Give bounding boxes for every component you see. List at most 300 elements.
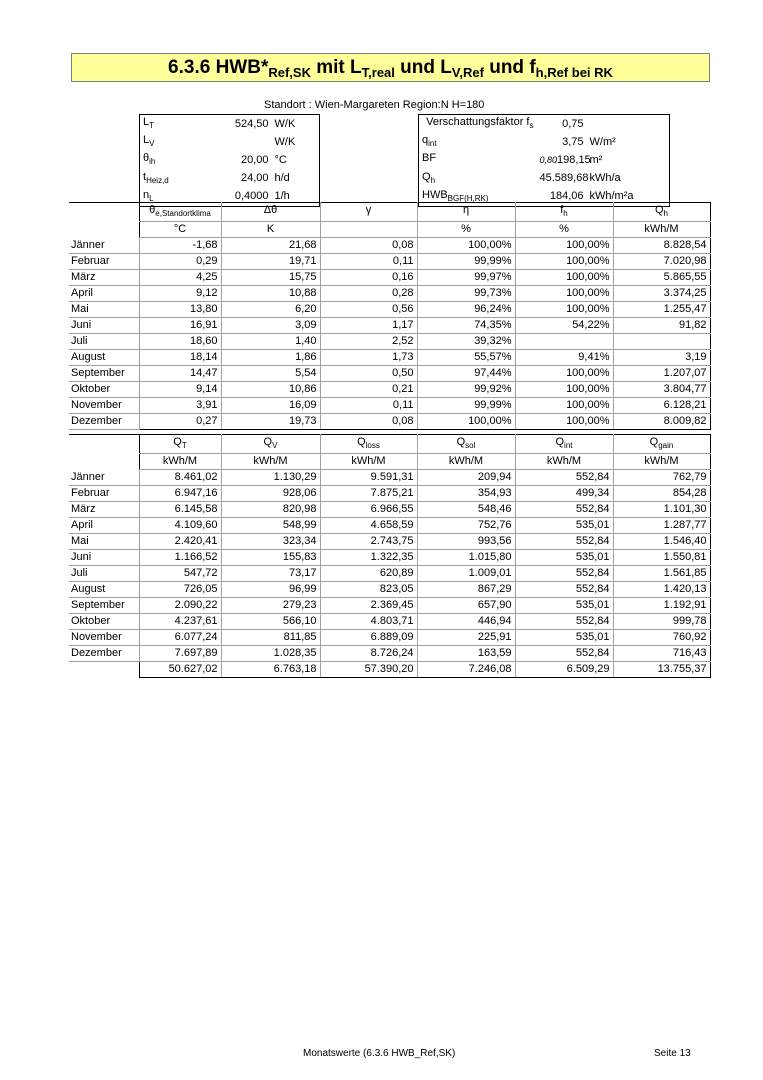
table-row (69, 366, 710, 382)
column-header (613, 435, 710, 454)
symbol: θ (143, 152, 150, 165)
table-row (69, 614, 710, 630)
symbol-subscript: ih (149, 157, 156, 167)
month-label: Oktober (69, 614, 139, 630)
total-cell: 6.763,18 (221, 662, 320, 678)
param-unit: 1/h (272, 188, 320, 207)
value-cell: 9,41% (515, 350, 613, 366)
value-cell: 14,47 (139, 366, 221, 382)
value-cell: 100,00% (417, 238, 515, 254)
param-row (140, 170, 320, 188)
value-cell: 0,16 (320, 270, 417, 286)
empty-cell (69, 662, 139, 678)
param-unit: m² (587, 151, 670, 169)
table-row (69, 286, 710, 302)
month-label: November (69, 398, 139, 414)
month-label: Jänner (69, 238, 139, 254)
month-label: Mai (69, 302, 139, 318)
month-label: Februar (69, 486, 139, 502)
symbol: Q (654, 204, 664, 216)
value-cell: 547,72 (139, 566, 221, 582)
value-cell: 18,14 (139, 350, 221, 366)
param-value-text: 198,15 (557, 153, 591, 166)
value-cell: 552,84 (515, 614, 613, 630)
value-cell: 0,11 (320, 398, 417, 414)
value-cell: 752,76 (417, 518, 515, 534)
value-cell: 15,75 (221, 270, 320, 286)
value-cell: 0,08 (320, 414, 417, 430)
value-cell: 8.009,82 (613, 414, 710, 430)
param-symbol (140, 170, 212, 188)
value-cell: 823,05 (320, 582, 417, 598)
value-cell: 100,00% (515, 302, 613, 318)
table-row (69, 502, 710, 518)
month-label: Mai (69, 534, 139, 550)
month-label: Juni (69, 550, 139, 566)
param-symbol (419, 115, 537, 134)
value-cell: 999,78 (613, 614, 710, 630)
value-cell: 620,89 (320, 566, 417, 582)
value-cell: 0,56 (320, 302, 417, 318)
value-cell: 1.101,30 (613, 502, 710, 518)
value-cell: 225,91 (417, 630, 515, 646)
value-cell: 100,00% (515, 366, 613, 382)
symbol: Q (649, 436, 659, 448)
table-row (69, 582, 710, 598)
unit-cell: % (515, 222, 613, 238)
value-cell: 99,73% (417, 286, 515, 302)
column-header (417, 435, 515, 454)
page-title: 6.3.6 $HWB*_{Ref,SK}$ mit $L_{T,real}$ und $L_{V,Ref}$ und $f_{h,Ref bei RK}$ (71, 53, 710, 82)
value-cell: 9,14 (139, 382, 221, 398)
value-cell: 811,85 (221, 630, 320, 646)
table-row (69, 334, 710, 350)
param-row (419, 170, 670, 188)
value-cell: 7.020,98 (613, 254, 710, 270)
month-label: April (69, 286, 139, 302)
param-row (419, 133, 670, 151)
param-value (212, 133, 272, 151)
value-cell: 552,84 (515, 566, 613, 582)
symbol: Q (555, 436, 565, 448)
month-label: März (69, 270, 139, 286)
value-cell: 99,99% (417, 398, 515, 414)
value-cell: 100,00% (515, 238, 613, 254)
value-cell: 8.726,24 (320, 646, 417, 662)
value-cell: 535,01 (515, 598, 613, 614)
month-label: Juni (69, 318, 139, 334)
monthly-climate-table (69, 202, 711, 430)
symbol-subscript: gain (658, 441, 674, 451)
value-cell: 5,54 (221, 366, 320, 382)
footer-text: Monatswerte (6.3.6 HWB_Ref,SK) (303, 1048, 456, 1059)
param-unit: W/K (272, 115, 320, 134)
column-header (221, 203, 320, 222)
param-row (140, 133, 320, 151)
unit-cell: kWh/M (613, 222, 710, 238)
value-cell: 6.889,09 (320, 630, 417, 646)
value-cell: 552,84 (515, 470, 613, 486)
month-label: September (69, 598, 139, 614)
symbol-subscript: sol (465, 441, 476, 451)
value-cell: 535,01 (515, 550, 613, 566)
value-cell: 1,17 (320, 318, 417, 334)
table-row (69, 238, 710, 254)
value-cell: 566,10 (221, 614, 320, 630)
symbol: BF (422, 152, 437, 165)
value-cell: 19,71 (221, 254, 320, 270)
month-label: Juli (69, 566, 139, 582)
param-unit: W/K (272, 133, 320, 151)
symbol-subscript: BGF(H,RK) (447, 193, 489, 203)
value-cell: 73,17 (221, 566, 320, 582)
month-label: Dezember (69, 414, 139, 430)
table-row (69, 550, 710, 566)
empty-cell (69, 435, 139, 454)
value-cell: 548,99 (221, 518, 320, 534)
value-cell: 0,11 (320, 254, 417, 270)
value-cell: 9.591,31 (320, 470, 417, 486)
param-value-text: 184,06 (549, 190, 584, 203)
symbol: Q (422, 170, 431, 183)
month-label: Juli (69, 334, 139, 350)
param-unit: W/m² (587, 133, 670, 151)
symbol-subscript: L (149, 193, 154, 203)
value-cell: 0,28 (320, 286, 417, 302)
symbol-subscript: int (428, 139, 437, 149)
value-cell: 1.207,07 (613, 366, 710, 382)
column-header (515, 435, 613, 454)
unit-cell: K (221, 222, 320, 238)
page-number: Seite 13 (654, 1048, 691, 1059)
value-cell: 97,44% (417, 366, 515, 382)
column-header (320, 435, 417, 454)
value-cell: 726,05 (139, 582, 221, 598)
value-cell: 100,00% (515, 270, 613, 286)
value-cell: 100,00% (515, 254, 613, 270)
param-symbol (140, 151, 212, 169)
param-value: 24,00 (240, 172, 269, 185)
value-cell: 1.287,77 (613, 518, 710, 534)
param-value (537, 170, 587, 188)
value-cell: 9,12 (139, 286, 221, 302)
units-row (69, 222, 710, 238)
month-label: Dezember (69, 646, 139, 662)
unit-cell: kWh/M (139, 454, 221, 470)
value-cell: 1.192,91 (613, 598, 710, 614)
value-cell: 323,34 (221, 534, 320, 550)
month-label: August (69, 350, 139, 366)
parameters-right-table (418, 114, 670, 207)
symbol: θ (149, 204, 156, 216)
symbol: HWB (422, 188, 448, 201)
value-cell: 1.322,35 (320, 550, 417, 566)
symbol: Q (263, 436, 273, 448)
value-cell: 4.109,60 (139, 518, 221, 534)
table-row (69, 382, 710, 398)
value-cell: 7.875,21 (320, 486, 417, 502)
symbol-subscript: h (663, 209, 668, 219)
value-cell: 0,27 (139, 414, 221, 430)
value-cell: 3.374,25 (613, 286, 710, 302)
symbol: L (143, 116, 150, 128)
total-cell: 50.627,02 (139, 662, 221, 678)
header-row (69, 435, 710, 454)
value-cell: 0,21 (320, 382, 417, 398)
value-cell: 10,88 (221, 286, 320, 302)
param-row (140, 115, 320, 134)
value-cell: 1.166,52 (139, 550, 221, 566)
value-cell: 19,73 (221, 414, 320, 430)
bf-factor: 0,80 (539, 154, 558, 165)
symbol: Q (173, 436, 182, 448)
symbol-subscript: T (181, 441, 187, 451)
value-cell: 3,09 (221, 318, 320, 334)
empty-cell (69, 222, 139, 238)
table-row (69, 398, 710, 414)
total-cell: 7.246,08 (417, 662, 515, 678)
value-cell: 4.237,61 (139, 614, 221, 630)
value-cell: 820,98 (221, 502, 320, 518)
value-cell: 6.128,21 (613, 398, 710, 414)
symbol-subscript: h (563, 209, 568, 219)
value-cell: 552,84 (515, 502, 613, 518)
param-value-text: 45.589,68 (539, 172, 589, 185)
value-cell: -1,68 (139, 238, 221, 254)
value-cell: 993,56 (417, 534, 515, 550)
value-cell: 1.550,81 (613, 550, 710, 566)
value-cell: 2.090,22 (139, 598, 221, 614)
symbol-subscript: s (529, 121, 534, 131)
value-cell: 3,19 (613, 350, 710, 366)
unit-cell: °C (139, 222, 221, 238)
param-unit: kWh/m²a (587, 188, 670, 207)
value-cell: 100,00% (515, 382, 613, 398)
table-row (69, 414, 710, 430)
value-cell: 13,80 (139, 302, 221, 318)
empty-cell (69, 454, 139, 470)
column-header (320, 203, 417, 222)
value-cell: 10,86 (221, 382, 320, 398)
param-value (537, 133, 587, 151)
value-cell: 1.009,01 (417, 566, 515, 582)
symbol: η (462, 204, 470, 216)
value-cell: 1,86 (221, 350, 320, 366)
month-label: Oktober (69, 382, 139, 398)
symbol-subscript: int (564, 441, 573, 451)
value-cell: 96,99 (221, 582, 320, 598)
symbol: t (143, 170, 147, 183)
value-cell: 163,59 (417, 646, 515, 662)
param-row (419, 151, 670, 169)
value-cell: 209,94 (417, 470, 515, 486)
value-cell: 0,08 (320, 238, 417, 254)
symbol-subscript: e,Standortklima (155, 209, 211, 219)
value-cell: 552,84 (515, 646, 613, 662)
symbol: n (143, 188, 150, 201)
value-cell: 39,32% (417, 334, 515, 350)
value-cell: 1.028,35 (221, 646, 320, 662)
location-label: Standort : Wien-Margareten Region:N H=180 (264, 99, 485, 111)
symbol: γ (365, 204, 372, 216)
total-cell: 6.509,29 (515, 662, 613, 678)
value-cell: 16,09 (221, 398, 320, 414)
unit-cell (320, 222, 417, 238)
symbol: Q (357, 436, 366, 448)
symbol-subscript: T (149, 121, 155, 131)
month-label: März (69, 502, 139, 518)
param-value-text: 0,75 (562, 117, 584, 130)
value-cell: 21,68 (221, 238, 320, 254)
table-row (69, 598, 710, 614)
value-cell: 99,97% (417, 270, 515, 286)
value-cell: 100,00% (515, 414, 613, 430)
table-row (69, 518, 710, 534)
value-cell: 2,52 (320, 334, 417, 350)
value-cell: 2.743,75 (320, 534, 417, 550)
symbol-subscript: h (430, 175, 436, 185)
value-cell: 4,25 (139, 270, 221, 286)
value-cell: 100,00% (515, 286, 613, 302)
value-cell: 91,82 (613, 318, 710, 334)
table-row (69, 630, 710, 646)
value-cell: 7.697,89 (139, 646, 221, 662)
header-row (69, 203, 710, 222)
param-symbol (419, 151, 537, 169)
value-cell: 4.658,59 (320, 518, 417, 534)
value-cell: 54,22% (515, 318, 613, 334)
param-symbol (140, 133, 212, 151)
param-value (537, 115, 587, 134)
param-value (537, 151, 591, 169)
table-row (69, 318, 710, 334)
value-cell: 18,60 (139, 334, 221, 350)
value-cell: 74,35% (417, 318, 515, 334)
value-cell: 3.804,77 (613, 382, 710, 398)
param-symbol (419, 133, 537, 151)
param-value: 524,50 (212, 115, 272, 134)
table-row (69, 302, 710, 318)
param-symbol (419, 170, 537, 188)
symbol: Q (456, 436, 466, 448)
param-row (419, 115, 670, 134)
param-value: 20,00 (240, 153, 269, 166)
value-cell (613, 334, 710, 350)
value-cell: 762,79 (613, 470, 710, 486)
table-row (69, 270, 710, 286)
symbol: L (143, 134, 150, 147)
total-cell: 57.390,20 (320, 662, 417, 678)
value-cell: 5.865,55 (613, 270, 710, 286)
param-unit: kWh/a (587, 170, 670, 188)
symbol-subscript: V (149, 139, 155, 149)
value-cell: 354,93 (417, 486, 515, 502)
value-cell: 3,91 (139, 398, 221, 414)
param-symbol (140, 115, 212, 134)
empty-cell (69, 203, 139, 222)
value-cell: 8.828,54 (613, 238, 710, 254)
symbol-subscript: loss (365, 441, 380, 451)
value-cell: 6,20 (221, 302, 320, 318)
symbol: Verschattungsfaktor f (426, 116, 530, 128)
symbol-subscript: Heiz,d (146, 175, 169, 185)
unit-cell: % (417, 222, 515, 238)
totals-row (69, 662, 710, 678)
parameters-left-table (139, 114, 320, 207)
value-cell: 552,84 (515, 582, 613, 598)
value-cell: 552,84 (515, 534, 613, 550)
symbol: f (560, 204, 564, 216)
table-row (69, 486, 710, 502)
unit-cell: kWh/M (515, 454, 613, 470)
value-cell: 1.420,13 (613, 582, 710, 598)
value-cell: 0,50 (320, 366, 417, 382)
month-label: Februar (69, 254, 139, 270)
value-cell: 8.461,02 (139, 470, 221, 486)
value-cell: 535,01 (515, 518, 613, 534)
value-cell: 1,40 (221, 334, 320, 350)
symbol-subscript: V (272, 441, 278, 451)
table-row (69, 254, 710, 270)
value-cell: 2.420,41 (139, 534, 221, 550)
param-value: 0,4000 (212, 188, 272, 207)
month-label: August (69, 582, 139, 598)
value-cell: 6.966,55 (320, 502, 417, 518)
symbol: Δθ (263, 204, 278, 216)
value-cell: 548,46 (417, 502, 515, 518)
value-cell: 1.015,80 (417, 550, 515, 566)
param-unit (587, 115, 670, 134)
value-cell: 928,06 (221, 486, 320, 502)
value-cell (515, 334, 613, 350)
value-cell: 279,23 (221, 598, 320, 614)
unit-cell: kWh/M (417, 454, 515, 470)
param-unit: h/d (272, 170, 320, 188)
unit-cell: kWh/M (320, 454, 417, 470)
symbol: q (422, 134, 429, 147)
value-cell: 867,29 (417, 582, 515, 598)
value-cell: 446,94 (417, 614, 515, 630)
month-label: Jänner (69, 470, 139, 486)
monthly-energy-table (69, 434, 711, 678)
value-cell: 499,34 (515, 486, 613, 502)
value-cell: 1,73 (320, 350, 417, 366)
value-cell: 99,99% (417, 254, 515, 270)
value-cell: 99,92% (417, 382, 515, 398)
value-cell: 16,91 (139, 318, 221, 334)
value-cell: 657,90 (417, 598, 515, 614)
value-cell: 6.145,58 (139, 502, 221, 518)
units-row (69, 454, 710, 470)
value-cell: 155,83 (221, 550, 320, 566)
value-cell: 6.947,16 (139, 486, 221, 502)
column-header (221, 435, 320, 454)
value-cell: 2.369,45 (320, 598, 417, 614)
value-cell: 1.255,47 (613, 302, 710, 318)
param-row (140, 151, 320, 169)
month-label: September (69, 366, 139, 382)
table-row (69, 646, 710, 662)
value-cell: 96,24% (417, 302, 515, 318)
value-cell: 1.130,29 (221, 470, 320, 486)
table-row (69, 470, 710, 486)
value-cell: 716,43 (613, 646, 710, 662)
month-label: April (69, 518, 139, 534)
table-row (69, 566, 710, 582)
unit-cell: kWh/M (221, 454, 320, 470)
value-cell: 55,57% (417, 350, 515, 366)
unit-cell: kWh/M (613, 454, 710, 470)
